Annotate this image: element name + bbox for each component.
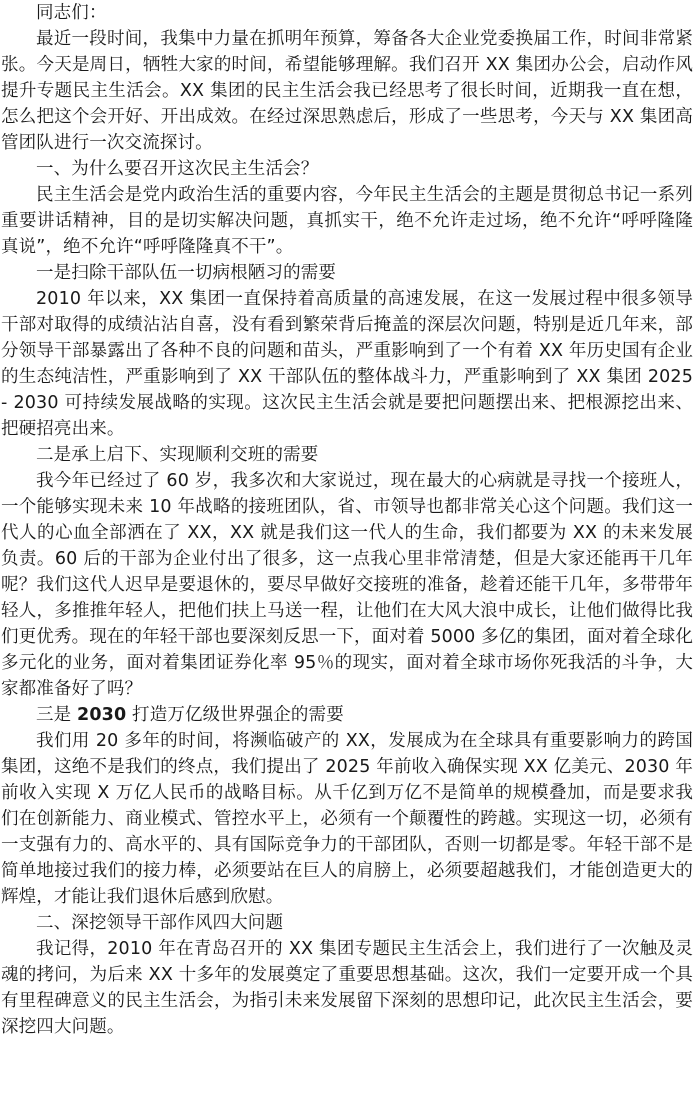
intro-paragraph: 最近一段时间，我集中力量在抓明年预算，筹备各大企业党委换届工作，时间非常紧张。今天是周日，牺牲大家的时间，希望能够理解。我们召开 XX 集团办公会，启动作风提升专题民主生活会。XX 集团的民主生活会我已经思考了很长时间，近期我一直在想，怎么把这个会开好、开出成效。在经过深思熟虑后，形成了一些思考，今天与 XX 集团高管团队进行一次交流探讨。 [1, 29, 693, 153]
sub1-heading: 一是扫除干部队伍一切病根陋习的需要 [36, 263, 337, 283]
section2-paragraph: 我记得，2010 年在青岛召开的 XX 集团专题民主生活会上，我们进行了一次触及灵魂的拷问，为后来 XX 十多年的发展奠定了重要思想基础。这次，我们一定要开成一个具有里程碑意义的民主生活会，为指引未来发展留下深刻的思想印记，此次民主生活会，要深挖四大问题。 [1, 939, 693, 1037]
sub3-heading-prefix: 三是 [36, 705, 78, 725]
section1-paragraph: 民主生活会是党内政治生活的重要内容，今年民主生活会的主题是贯彻总书记一系列重要讲话精神，目的是切实解决问题，真抓实干，绝不允许走过场，绝不允许“呼呼隆隆真说”，绝不允许“呼呼隆隆真不干”。 [1, 185, 693, 257]
salutation: 同志们： [36, 3, 107, 23]
sub1-paragraph: 2010 年以来，XX 集团一直保持着高质量的高速发展，在这一发展过程中很多领导干部对取得的成绩沾沾自喜，没有看到繁荣背后掩盖的深层次问题，特别是近几年来，部分领导干部暴露出了各种不良的问题和苗头，严重影响到了一个有着 XX 年历史国有企业的生态纯洁性，严重影响到了 XX 干部队伍的整体战斗力，严重影响到了 XX 集团 2025 - 2030 可持续发展战略的实现。这次民主生活会就是要把问题摆出来、把根源挖出来、把硬招亮出来。 [1, 289, 693, 439]
section2-heading: 二、深挖领导干部作风四大问题 [36, 913, 284, 933]
sub3-heading-year: 2030 [77, 705, 127, 725]
sub3-heading-suffix: 打造万亿级世界强企的需要 [126, 705, 344, 725]
document-body [1, 0, 693, 1040]
sub3-heading [1, 702, 693, 728]
sub3-paragraph: 我们用 20 多年的时间，将濒临破产的 XX，发展成为在全球具有重要影响力的跨国集团，这绝不是我们的终点，我们提出了 2025 年前收入确保实现 XX 亿美元、2030 年前收入实现 X 万亿人民币的战略目标。从千亿到万亿不是简单的规模叠加，而是要求我们在创新能力、商业模式、管控水平上，必须有一个颠覆性的跨越。实现这一切，必须有一支强有力的、高水平的、具有国际竞争力的干部团队，否则一切都是零。年轻干部不是简单地接过我们的接力棒，必须要站在巨人的肩膀上，必须要超越我们，才能创造更大的辉煌，才能让我们退休后感到欣慰。 [1, 731, 693, 907]
sub2-heading: 二是承上启下、实现顺利交班的需要 [36, 445, 319, 465]
section1-heading: 一、为什么要召开这次民主生活会？ [36, 159, 319, 179]
sub2-paragraph: 我今年已经过了 60 岁，我多次和大家说过，现在最大的心病就是寻找一个接班人，一个能够实现未来 10 年战略的接班团队，省、市领导也都非常关心这个问题。我们这一代人的心血全部洒在了 XX，XX 就是我们这一代人的生命，我们都要为 XX 的未来发展负责。60 后的干部为企业付出了很多，这一点我心里非常清楚，但是大家还能再干几年呢？我们这代人迟早是要退休的，要尽早做好交接班的准备，趁着还能干几年，多带带年轻人，多推推年轻人，把他们扶上马送一程，让他们在大风大浪中成长，让他们做得比我们更优秀。现在的年轻干部也要深刻反思一下，面对着 5000 多亿的集团，面对着全球化多元化的业务，面对着集团证券化率 95％的现实，面对着全球市场你死我活的斗争，大家都准备好了吗？ [1, 471, 693, 699]
